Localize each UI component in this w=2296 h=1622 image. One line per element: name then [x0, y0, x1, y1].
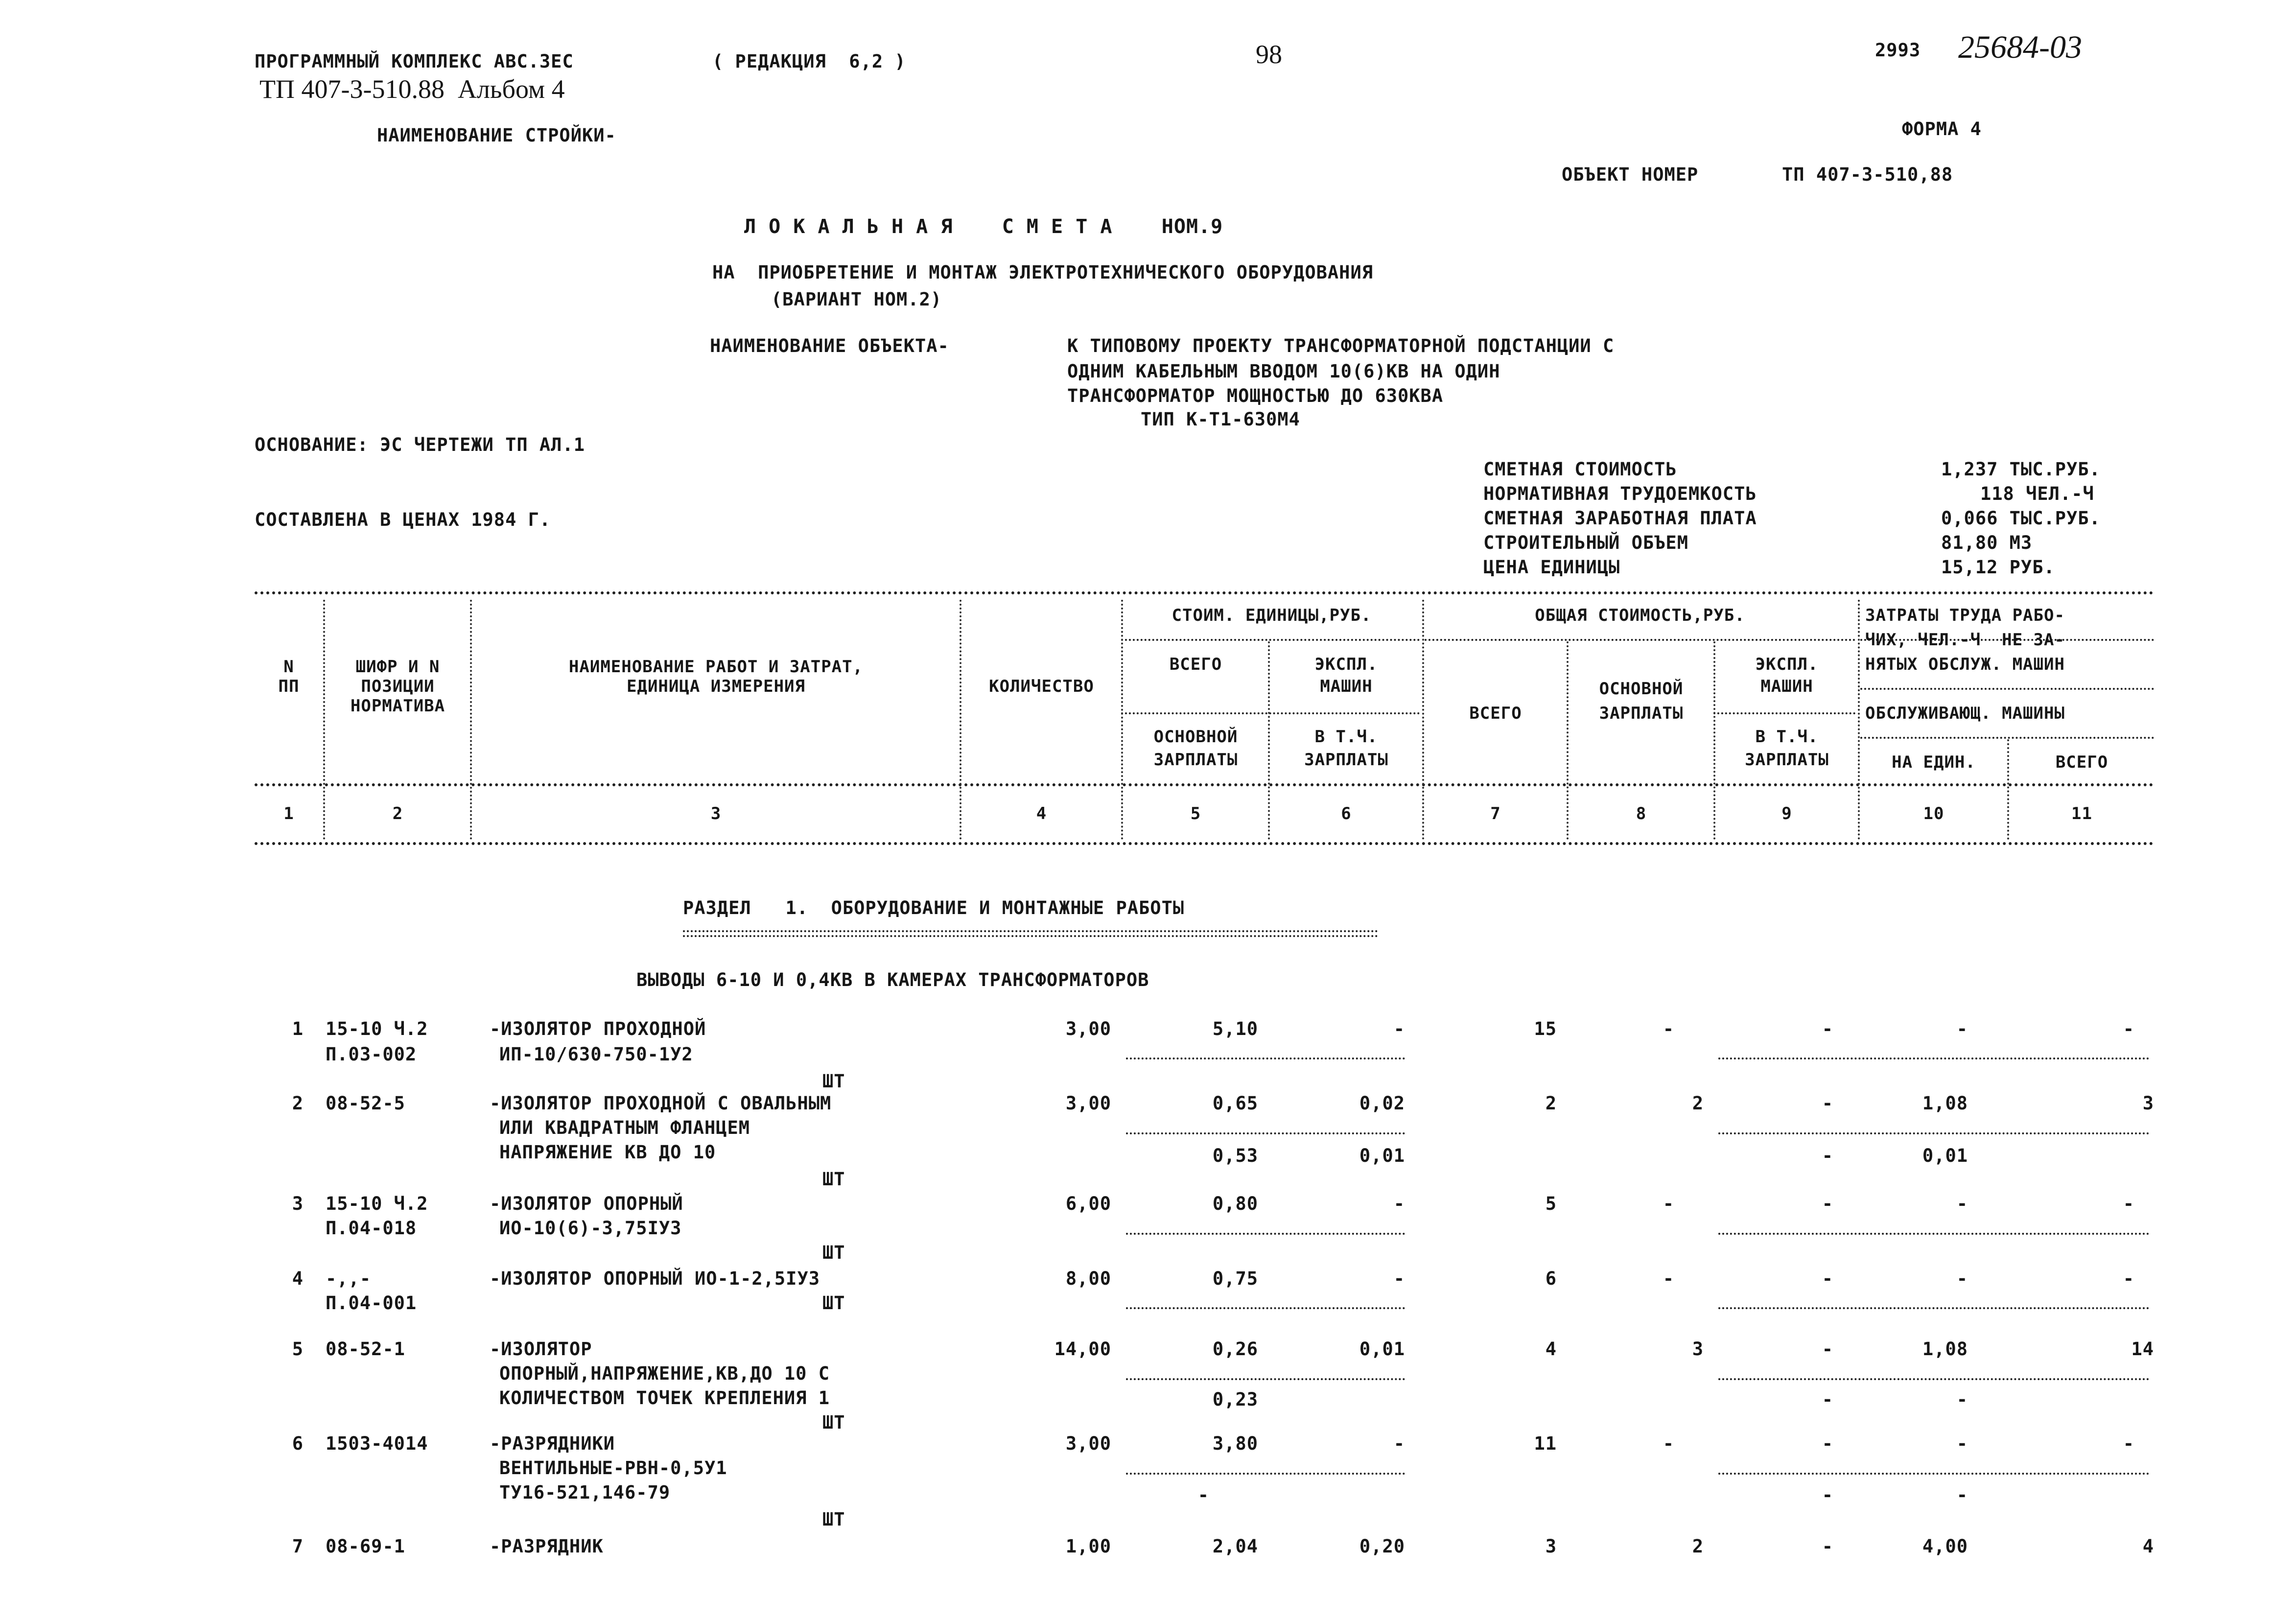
row-labor-total: -: [2123, 1433, 2134, 1454]
row-description: ВЕНТИЛЬНЫЕ-РВН-0,5У1: [499, 1457, 727, 1479]
row-unit-machines: -: [1393, 1268, 1405, 1289]
row-subrule: [1126, 1058, 1405, 1059]
summary-value: 0,066 ТЫС.РУБ.: [1941, 508, 2101, 529]
row-total: 11: [1534, 1433, 1557, 1454]
row-description: -РАЗРЯДНИКИ: [490, 1433, 615, 1454]
row-code: 15-10 Ч.2: [326, 1193, 428, 1214]
column-divider: [1713, 641, 1715, 840]
row-labor-total: -: [2123, 1268, 2134, 1289]
project-album: ТП 407-3-510.88 Альбом 4: [259, 74, 565, 104]
row-unit-machines: 0,01: [1359, 1339, 1405, 1360]
row-description: -ИЗОЛЯТОР ОПОРНЫЙ: [490, 1193, 683, 1214]
section-subtitle: ВЫВОДЫ 6-10 И 0,4КВ В КАМЕРАХ ТРАНСФОРМАТОРОВ: [636, 969, 1149, 990]
summary-value: 81,80 М3: [1941, 532, 2033, 553]
col-11-header: ВСЕГО: [2055, 752, 2109, 772]
summary-value: 118 ЧЕЛ.-Ч: [1980, 483, 2094, 504]
section-title: РАЗДЕЛ 1. ОБОРУДОВАНИЕ И МОНТАЖНЫЕ РАБОТЫ: [683, 897, 1185, 918]
table-subrule: [1121, 712, 1420, 714]
col-number: 7: [1490, 804, 1501, 823]
col-number: 11: [2071, 804, 2092, 823]
row-subrule: [1718, 1132, 2149, 1134]
row-labor-unit: -: [1956, 1018, 1968, 1039]
column-divider: [1567, 641, 1569, 840]
row-total: 2: [1545, 1093, 1557, 1114]
basis-text: ОСНОВАНИЕ: ЭС ЧЕРТЕЖИ ТП АЛ.1: [255, 434, 586, 455]
row-labor-total: 3: [2142, 1093, 2154, 1114]
col-2-header: НОРМАТИВА: [350, 696, 445, 716]
construction-label: НАИМЕНОВАНИЕ СТРОЙКИ-: [377, 125, 616, 146]
row-unit-total: 0,65: [1212, 1093, 1258, 1114]
row-labor-total: 14: [2131, 1339, 2154, 1360]
col-8-header: ОСНОВНОЙ: [1599, 679, 1684, 699]
col-8-header: ЗАРПЛАТЫ: [1599, 704, 1684, 723]
table-subrule: [1121, 639, 1420, 641]
row-quantity: 3,00: [1065, 1093, 1111, 1114]
row-total-wages: -: [1663, 1193, 1674, 1214]
row-unit-total: 0,80: [1212, 1193, 1258, 1214]
row-subrule: [1126, 1233, 1405, 1235]
row-total-machine-wages: -: [1822, 1389, 1833, 1410]
row-unit: ШТ: [822, 1242, 845, 1263]
row-total: 3: [1545, 1536, 1557, 1557]
total-cost-group-header: ОБЩАЯ СТОИМОСТЬ,РУБ.: [1535, 606, 1745, 625]
col-5-header: ЗАРПЛАТЫ: [1153, 750, 1238, 770]
form-label: ФОРМА 4: [1902, 118, 1982, 140]
col-number: 8: [1636, 804, 1647, 823]
row-total-machines: -: [1822, 1193, 1833, 1214]
row-subrule: [1126, 1378, 1405, 1380]
table-subrule: [1425, 639, 1855, 641]
row-unit: ШТ: [822, 1293, 845, 1314]
row-code: 08-69-1: [326, 1536, 405, 1557]
summary-value: 1,237 ТЫС.РУБ.: [1941, 459, 2101, 480]
row-number: 4: [292, 1268, 304, 1289]
row-unit-machines: 0,02: [1359, 1093, 1405, 1114]
object-name-line-1: К ТИПОВОМУ ПРОЕКТУ ТРАНСФОРМАТОРНОЙ ПОДСТАНЦИИ С: [1067, 335, 1615, 356]
col-5-header: ВСЕГО: [1169, 655, 1222, 674]
column-divider: [2007, 739, 2009, 840]
sheet-number: 25684-03: [1958, 29, 2082, 65]
summary-value: 15,12 РУБ.: [1941, 557, 2055, 578]
col-10-header: НА ЕДИН.: [1892, 752, 1976, 772]
row-total-machine-wages: -: [1822, 1484, 1833, 1505]
row-quantity: 6,00: [1065, 1193, 1111, 1214]
row-unit-total: 2,04: [1212, 1536, 1258, 1557]
col-2-header: ПОЗИЦИИ: [361, 677, 435, 696]
row-subrule: [1126, 1473, 1405, 1475]
row-unit: ШТ: [822, 1412, 845, 1433]
col-4-header: КОЛИЧЕСТВО: [989, 677, 1094, 696]
table-subrule: [1860, 688, 2154, 690]
row-number: 6: [292, 1433, 304, 1454]
col-6-header: ЗАРПЛАТЫ: [1304, 750, 1388, 770]
row-unit-wages: 0,23: [1212, 1389, 1258, 1410]
column-divider: [1422, 600, 1424, 840]
row-total-wages: 2: [1692, 1093, 1704, 1114]
col-9-header: ЗАРПЛАТЫ: [1745, 750, 1829, 770]
row-subrule: [1718, 1378, 2149, 1380]
sheet-code: 2993: [1875, 40, 1921, 61]
row-quantity: 3,00: [1065, 1433, 1111, 1454]
row-number: 2: [292, 1093, 304, 1114]
row-labor-unit: 1,08: [1922, 1093, 1968, 1114]
row-labor-unit-machines: 0,01: [1922, 1145, 1968, 1166]
col-3-header: НАИМЕНОВАНИЕ РАБОТ И ЗАТРАТ,: [568, 657, 864, 677]
row-unit-total: 0,75: [1212, 1268, 1258, 1289]
col-7-header: ВСЕГО: [1469, 704, 1522, 723]
summary-label: ЦЕНА ЕДИНИЦЫ: [1483, 557, 1620, 578]
row-total-machines: -: [1822, 1018, 1833, 1039]
prices-text: СОСТАВЛЕНА В ЦЕНАХ 1984 Г.: [255, 509, 551, 530]
col-number: 1: [283, 804, 294, 823]
object-number-label: ОБЪЕКТ НОМЕР: [1562, 164, 1699, 185]
col-number: 6: [1341, 804, 1352, 823]
row-description: -ИЗОЛЯТОР: [490, 1339, 592, 1360]
row-code: -,,-: [326, 1268, 372, 1289]
labor-group-header: ЧИХ, ЧЕЛ.-Ч НЕ ЗА-: [1865, 630, 2065, 650]
column-divider: [1121, 600, 1123, 840]
row-total-wages: -: [1663, 1018, 1674, 1039]
program-name: ПРОГРАММНЫЙ КОМПЛЕКС АВС.ЗЕС: [255, 51, 574, 72]
row-total-machines: -: [1822, 1339, 1833, 1360]
row-subrule: [1126, 1132, 1405, 1134]
row-unit: ШТ: [822, 1169, 845, 1190]
row-total: 5: [1545, 1193, 1557, 1214]
row-code: 08-52-5: [326, 1093, 405, 1114]
object-name-line-3: ТРАНСФОРМАТОР МОЩНОСТЬЮ ДО 630КВА: [1067, 385, 1444, 406]
row-total-machines: -: [1822, 1536, 1833, 1557]
row-unit-wages: -: [1197, 1484, 1209, 1505]
row-unit-machines: -: [1393, 1193, 1405, 1214]
unit-cost-group-header: СТОИМ. ЕДИНИЦЫ,РУБ.: [1171, 606, 1372, 625]
row-subrule: [1718, 1233, 2149, 1235]
summary-label: СМЕТНАЯ ЗАРАБОТНАЯ ПЛАТА: [1483, 508, 1757, 529]
row-unit: ШТ: [822, 1071, 845, 1092]
col-6-header: ЭКСПЛ.: [1314, 655, 1378, 674]
object-name-line-4: ТИП К-Т1-630М4: [1141, 409, 1300, 430]
row-unit-machine-wages: 0,01: [1359, 1145, 1405, 1166]
estimate-purpose: НА ПРИОБРЕТЕНИЕ И МОНТАЖ ЭЛЕКТРОТЕХНИЧЕСКОГО ОБОРУДОВАНИЯ: [712, 262, 1374, 283]
row-total-machine-wages: -: [1822, 1145, 1833, 1166]
column-divider: [960, 600, 961, 840]
column-divider: [1858, 600, 1860, 840]
row-subrule: [1126, 1307, 1405, 1309]
row-total-machines: -: [1822, 1093, 1833, 1114]
object-number-value: ТП 407-3-510,88: [1782, 164, 1953, 185]
row-subrule: [1718, 1307, 2149, 1309]
row-labor-unit: -: [1956, 1268, 1968, 1289]
summary-label: СМЕТНАЯ СТОИМОСТЬ: [1483, 459, 1677, 480]
col-number: 10: [1923, 804, 1945, 823]
row-unit: ШТ: [822, 1509, 845, 1530]
column-divider: [1268, 641, 1270, 840]
object-name-label: НАИМЕНОВАНИЕ ОБЪЕКТА-: [710, 335, 949, 356]
col-number: 2: [392, 804, 403, 823]
col-number: 4: [1036, 804, 1047, 823]
col-9-header: МАШИН: [1760, 677, 1813, 696]
table-rule-bottom: [255, 842, 2154, 845]
row-code: 08-52-1: [326, 1339, 405, 1360]
row-description: ИО-10(6)-3,75ІУ3: [499, 1218, 682, 1239]
row-description: ИЛИ КВАДРАТНЫМ ФЛАНЦЕМ: [499, 1117, 750, 1138]
row-total-wages: 3: [1692, 1339, 1704, 1360]
row-code: П.03-002: [326, 1044, 417, 1065]
col-9-header: В Т.Ч.: [1755, 727, 1819, 747]
col-number: 3: [710, 804, 722, 823]
row-description: -ИЗОЛЯТОР ПРОХОДНОЙ: [490, 1018, 706, 1039]
row-labor-unit-machines: -: [1956, 1389, 1968, 1410]
section-title-underline: [683, 930, 1378, 937]
table-rule-top: [255, 591, 2154, 594]
row-description: ИП-10/630-750-1У2: [499, 1044, 693, 1065]
row-quantity: 14,00: [1054, 1339, 1111, 1360]
row-description: КОЛИЧЕСТВОМ ТОЧЕК КРЕПЛЕНИЯ 1: [499, 1387, 830, 1409]
row-quantity: 3,00: [1065, 1018, 1111, 1039]
row-code: П.04-018: [326, 1218, 417, 1239]
row-code: 1503-4014: [326, 1433, 428, 1454]
row-number: 5: [292, 1339, 304, 1360]
row-total: 6: [1545, 1268, 1557, 1289]
row-unit-total: 0,26: [1212, 1339, 1258, 1360]
row-labor-total: -: [2123, 1193, 2134, 1214]
row-labor-total: 4: [2142, 1536, 2154, 1557]
row-description: -ИЗОЛЯТОР ОПОРНЫЙ ИО-1-2,5ІУ3: [490, 1268, 820, 1289]
col-3-header: ЕДИНИЦА ИЗМЕРЕНИЯ: [627, 677, 805, 696]
row-number: 1: [292, 1018, 304, 1039]
row-description: НАПРЯЖЕНИЕ КВ ДО 10: [499, 1142, 716, 1163]
row-unit-machines: -: [1393, 1433, 1405, 1454]
row-number: 7: [292, 1536, 304, 1557]
labor-group-header: ОБСЛУЖИВАЮЩ. МАШИНЫ: [1865, 704, 2065, 723]
row-total-wages: 2: [1692, 1536, 1704, 1557]
row-labor-unit: 1,08: [1922, 1339, 1968, 1360]
row-total-wages: -: [1663, 1268, 1674, 1289]
row-total-wages: -: [1663, 1433, 1674, 1454]
col-6-header: МАШИН: [1320, 677, 1373, 696]
row-total-machines: -: [1822, 1268, 1833, 1289]
row-total: 4: [1545, 1339, 1557, 1360]
table-subrule: [1713, 712, 1855, 714]
column-divider: [470, 600, 472, 840]
row-subrule: [1718, 1058, 2149, 1059]
labor-group-header: НЯТЫХ ОБСЛУЖ. МАШИН: [1865, 655, 2065, 674]
edition-label: ( РЕДАКЦИЯ 6,2 ): [712, 51, 906, 72]
row-unit-machines: 0,20: [1359, 1536, 1405, 1557]
summary-label: НОРМАТИВНАЯ ТРУДОЕМКОСТЬ: [1483, 483, 1757, 504]
row-description: ТУ16-521,146-79: [499, 1482, 671, 1503]
row-labor-total: -: [2123, 1018, 2134, 1039]
col-2-header: ШИФР И N: [355, 657, 440, 677]
column-divider: [323, 600, 325, 840]
row-code: П.04-001: [326, 1293, 417, 1314]
row-labor-unit: -: [1956, 1433, 1968, 1454]
row-labor-unit: 4,00: [1922, 1536, 1968, 1557]
object-name-line-2: ОДНИМ КАБЕЛЬНЫМ ВВОДОМ 10(6)КВ НА ОДИН: [1067, 361, 1500, 382]
row-unit-machines: -: [1393, 1018, 1405, 1039]
row-quantity: 1,00: [1065, 1536, 1111, 1557]
row-unit-wages: 0,53: [1212, 1145, 1258, 1166]
row-number: 3: [292, 1193, 304, 1214]
row-labor-unit-machines: -: [1956, 1484, 1968, 1505]
labor-group-header: ЗАТРАТЫ ТРУДА РАБО-: [1865, 606, 2065, 625]
row-description: -РАЗРЯДНИК: [490, 1536, 604, 1557]
row-quantity: 8,00: [1065, 1268, 1111, 1289]
row-code: 15-10 Ч.2: [326, 1018, 428, 1039]
page-number: 98: [1256, 40, 1282, 69]
col-6-header: В Т.Ч.: [1314, 727, 1378, 747]
row-subrule: [1718, 1473, 2149, 1475]
col-1-header: ПП: [278, 677, 300, 696]
row-unit-total: 3,80: [1212, 1433, 1258, 1454]
table-rule-mid: [255, 783, 2154, 786]
estimate-variant: (ВАРИАНТ НОМ.2): [771, 289, 942, 310]
row-total: 15: [1534, 1018, 1557, 1039]
summary-label: СТРОИТЕЛЬНЫЙ ОБЪЕМ: [1483, 532, 1688, 553]
col-1-header: N: [283, 657, 294, 677]
estimate-title: Л О К А Л Ь Н А Я С М Е Т А НОМ.9: [744, 215, 1223, 238]
col-number: 9: [1781, 804, 1792, 823]
row-labor-unit: -: [1956, 1193, 1968, 1214]
row-total-machines: -: [1822, 1433, 1833, 1454]
row-description: -ИЗОЛЯТОР ПРОХОДНОЙ С ОВАЛЬНЫМ: [490, 1093, 832, 1114]
table-subrule: [1860, 737, 2154, 739]
row-description: ОПОРНЫЙ,НАПРЯЖЕНИЕ,КВ,ДО 10 С: [499, 1363, 830, 1384]
col-number: 5: [1190, 804, 1201, 823]
col-9-header: ЭКСПЛ.: [1755, 655, 1819, 674]
row-unit-total: 5,10: [1212, 1018, 1258, 1039]
col-5-header: ОСНОВНОЙ: [1153, 727, 1238, 747]
